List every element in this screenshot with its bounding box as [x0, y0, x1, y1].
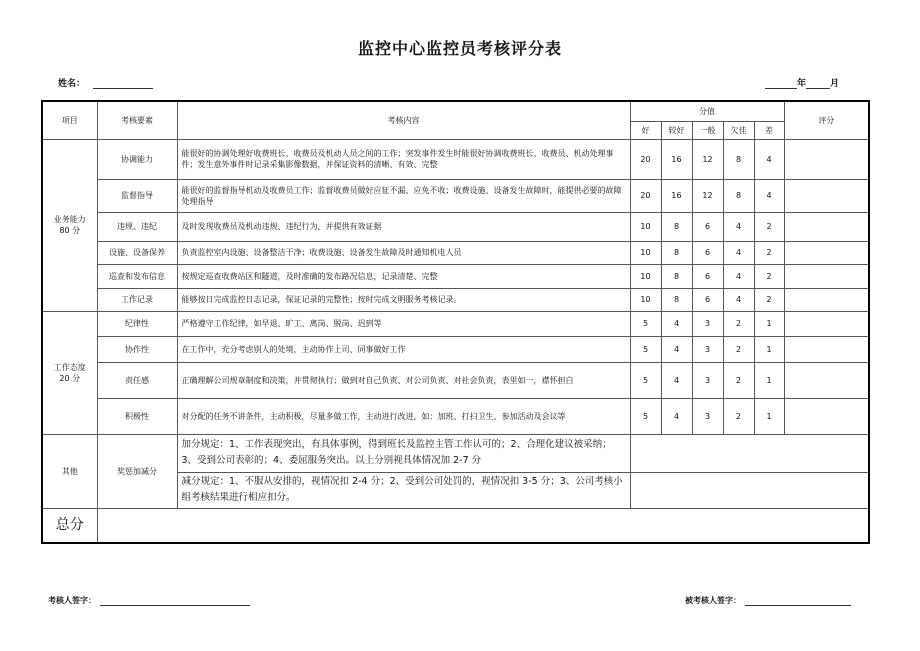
score-cell: 8 — [661, 241, 692, 264]
rating-cell[interactable] — [784, 288, 869, 311]
table-row — [42, 241, 869, 264]
month-label: 月 — [830, 79, 840, 89]
name-blank[interactable] — [93, 79, 153, 89]
table-row — [42, 336, 869, 362]
element-cell: 责任感 — [97, 362, 177, 398]
assessee-signature — [685, 595, 851, 606]
table-row — [42, 212, 869, 241]
score-cell: 8 — [723, 179, 754, 212]
table-row — [42, 362, 869, 398]
header-item: 项目 — [42, 101, 97, 139]
score-cell: 4 — [754, 139, 784, 179]
assessor-signature-line[interactable] — [100, 597, 250, 606]
total-score-cell[interactable] — [97, 508, 869, 543]
element-cell-bonus-penalty: 奖惩加减分 — [97, 434, 177, 508]
score-cell: 6 — [692, 212, 723, 241]
rating-cell[interactable] — [784, 311, 869, 336]
evaluation-table — [41, 100, 870, 544]
score-cell: 4 — [723, 264, 754, 288]
score-cell: 1 — [754, 398, 784, 434]
score-cell: 5 — [630, 311, 661, 336]
rating-cell[interactable] — [784, 241, 869, 264]
assessor-label: 考核人签字： — [48, 596, 96, 605]
rating-cell[interactable] — [784, 362, 869, 398]
score-cell: 4 — [661, 362, 692, 398]
assessee-signature-line[interactable] — [745, 597, 851, 606]
score-cell: 2 — [723, 362, 754, 398]
score-cell: 3 — [692, 311, 723, 336]
section-business-name: 业务能力 — [53, 215, 86, 224]
score-cell: 4 — [754, 179, 784, 212]
score-cell: 10 — [630, 241, 661, 264]
total-label: 总分 — [42, 508, 97, 543]
section-attitude-name: 工作态度 — [53, 362, 86, 372]
content-cell: 能很好的监督指导机动及收费员工作；监督收费员做好应征不漏、应免不收；收费设施、设备发生故障时，能提供必要的故障处理指导 — [177, 179, 630, 212]
score-cell: 3 — [692, 336, 723, 362]
element-cell: 协作性 — [97, 336, 177, 362]
score-cell: 3 — [692, 362, 723, 398]
rating-cell[interactable] — [784, 179, 869, 212]
score-cell: 12 — [692, 139, 723, 179]
level-good: 好 — [630, 121, 661, 139]
section-attitude-points: 20 分 — [59, 373, 81, 383]
content-cell: 及时发现收费员及机动违规、违纪行为，并提供有效证据 — [177, 212, 630, 241]
content-cell: 能够按日完成监控日志记录，保证记录的完整性；按时完成文明服务考核记录。 — [177, 288, 630, 311]
score-cell: 4 — [661, 311, 692, 336]
score-cell: 2 — [754, 288, 784, 311]
rating-cell[interactable] — [784, 139, 869, 179]
content-cell: 严格遵守工作纪律，如早退、旷工、离岗、脱岗、迟到等 — [177, 311, 630, 336]
element-cell: 设施、设备保养 — [97, 241, 177, 264]
element-cell: 巡查和发布信息 — [97, 264, 177, 288]
level-bad: 差 — [754, 121, 784, 139]
score-cell: 4 — [723, 288, 754, 311]
month-blank[interactable] — [806, 79, 830, 89]
score-cell: 4 — [661, 336, 692, 362]
bonus-score-cell[interactable] — [630, 434, 869, 472]
penalty-rules: 减分规定：1、不服从安排的，视情况扣 2-4 分；2、受到公司处罚的，视情况扣 3-5 分；3、公司考核小组考核结果进行相应扣分。 — [177, 472, 630, 508]
year-label: 年 — [797, 79, 807, 89]
element-cell: 积极性 — [97, 398, 177, 434]
score-cell: 1 — [754, 311, 784, 336]
score-cell: 2 — [723, 398, 754, 434]
section-business-points: 80 分 — [59, 226, 81, 235]
header-content: 考核内容 — [177, 101, 630, 139]
bonus-rules: 加分规定：1、工作表现突出，有具体事例，得到班长及监控主管工作认可的；2、合理化建议被采纳；3、受到公司表彰的；4、委屈服务突出。以上分别视具体情况加 2-7 分 — [177, 434, 630, 472]
year-blank[interactable] — [765, 79, 797, 89]
table-row — [42, 179, 869, 212]
score-cell: 10 — [630, 264, 661, 288]
content-cell: 负责监控室内设施、设备整洁干净；收费设施、设备发生故障及时通知机电人员 — [177, 241, 630, 264]
score-cell: 8 — [661, 212, 692, 241]
element-cell: 监督指导 — [97, 179, 177, 212]
penalty-score-cell[interactable] — [630, 472, 869, 508]
level-fairly-good: 较好 — [661, 121, 692, 139]
score-cell: 3 — [692, 398, 723, 434]
score-cell: 1 — [754, 336, 784, 362]
assessor-signature — [48, 595, 250, 606]
score-cell: 4 — [723, 212, 754, 241]
table-row — [42, 311, 869, 336]
table-row — [42, 434, 869, 472]
table-row — [42, 398, 869, 434]
rating-cell[interactable] — [784, 264, 869, 288]
date-field — [765, 76, 839, 89]
content-cell: 在工作中，充分考虑别人的处境，主动协作上司、同事做好工作 — [177, 336, 630, 362]
rating-cell[interactable] — [784, 336, 869, 362]
score-cell: 2 — [723, 311, 754, 336]
name-field — [58, 76, 153, 89]
level-poor: 欠佳 — [723, 121, 754, 139]
score-cell: 10 — [630, 288, 661, 311]
rating-cell[interactable] — [784, 398, 869, 434]
score-cell: 2 — [754, 264, 784, 288]
content-cell: 按规定巡查收费站区和隧道，及时准确的发布路况信息，记录清楚、完整 — [177, 264, 630, 288]
content-cell: 正确理解公司规章制度和决策，并贯彻执行；做到对自己负责、对公司负责、对社会负责，表里如一，襟怀担白 — [177, 362, 630, 398]
score-cell: 8 — [661, 264, 692, 288]
table-row — [42, 288, 869, 311]
name-label: 姓名： — [58, 79, 86, 89]
table-row — [42, 139, 869, 179]
score-cell: 16 — [661, 139, 692, 179]
score-cell: 5 — [630, 398, 661, 434]
score-cell: 2 — [754, 212, 784, 241]
score-cell: 5 — [630, 362, 661, 398]
score-cell: 6 — [692, 264, 723, 288]
score-cell: 4 — [661, 398, 692, 434]
score-cell: 2 — [754, 241, 784, 264]
score-cell: 2 — [723, 336, 754, 362]
score-cell: 6 — [692, 241, 723, 264]
header-score-group: 分值 — [630, 101, 784, 121]
rating-cell[interactable] — [784, 212, 869, 241]
element-cell: 工作记录 — [97, 288, 177, 311]
score-cell: 8 — [723, 139, 754, 179]
score-cell: 20 — [630, 139, 661, 179]
section-other: 其他 — [42, 434, 97, 508]
header-element: 考核要素 — [97, 101, 177, 139]
level-average: 一般 — [692, 121, 723, 139]
content-cell: 能很好的协调处理好收费班长、收费员及机动人员之间的工作；突发事件发生时能很好协调收费班长、收费员、机动处理事件；发生意外事件时记录采集影像数据，并保证资料的清晰、有效、完整 — [177, 139, 630, 179]
section-business — [42, 139, 97, 311]
score-cell: 12 — [692, 179, 723, 212]
section-attitude — [42, 311, 97, 434]
element-cell: 纪律性 — [97, 311, 177, 336]
score-cell: 16 — [661, 179, 692, 212]
score-cell: 5 — [630, 336, 661, 362]
score-cell: 20 — [630, 179, 661, 212]
score-cell: 4 — [723, 241, 754, 264]
content-cell: 对分配的任务不讲条件，主动积极，尽量多做工作，主动进行改进，如：加班、打扫卫生、参加活动及会议等 — [177, 398, 630, 434]
total-row — [42, 508, 869, 543]
header-row — [42, 101, 869, 121]
page-title: 监控中心监控员考核评分表 — [357, 39, 562, 58]
header-rating: 评分 — [784, 101, 869, 139]
score-cell: 10 — [630, 212, 661, 241]
score-cell: 6 — [692, 288, 723, 311]
score-cell: 1 — [754, 362, 784, 398]
element-cell: 违规、违纪 — [97, 212, 177, 241]
assessee-label: 被考核人签字： — [685, 596, 741, 605]
element-cell: 协调能力 — [97, 139, 177, 179]
table-row — [42, 264, 869, 288]
score-cell: 8 — [661, 288, 692, 311]
